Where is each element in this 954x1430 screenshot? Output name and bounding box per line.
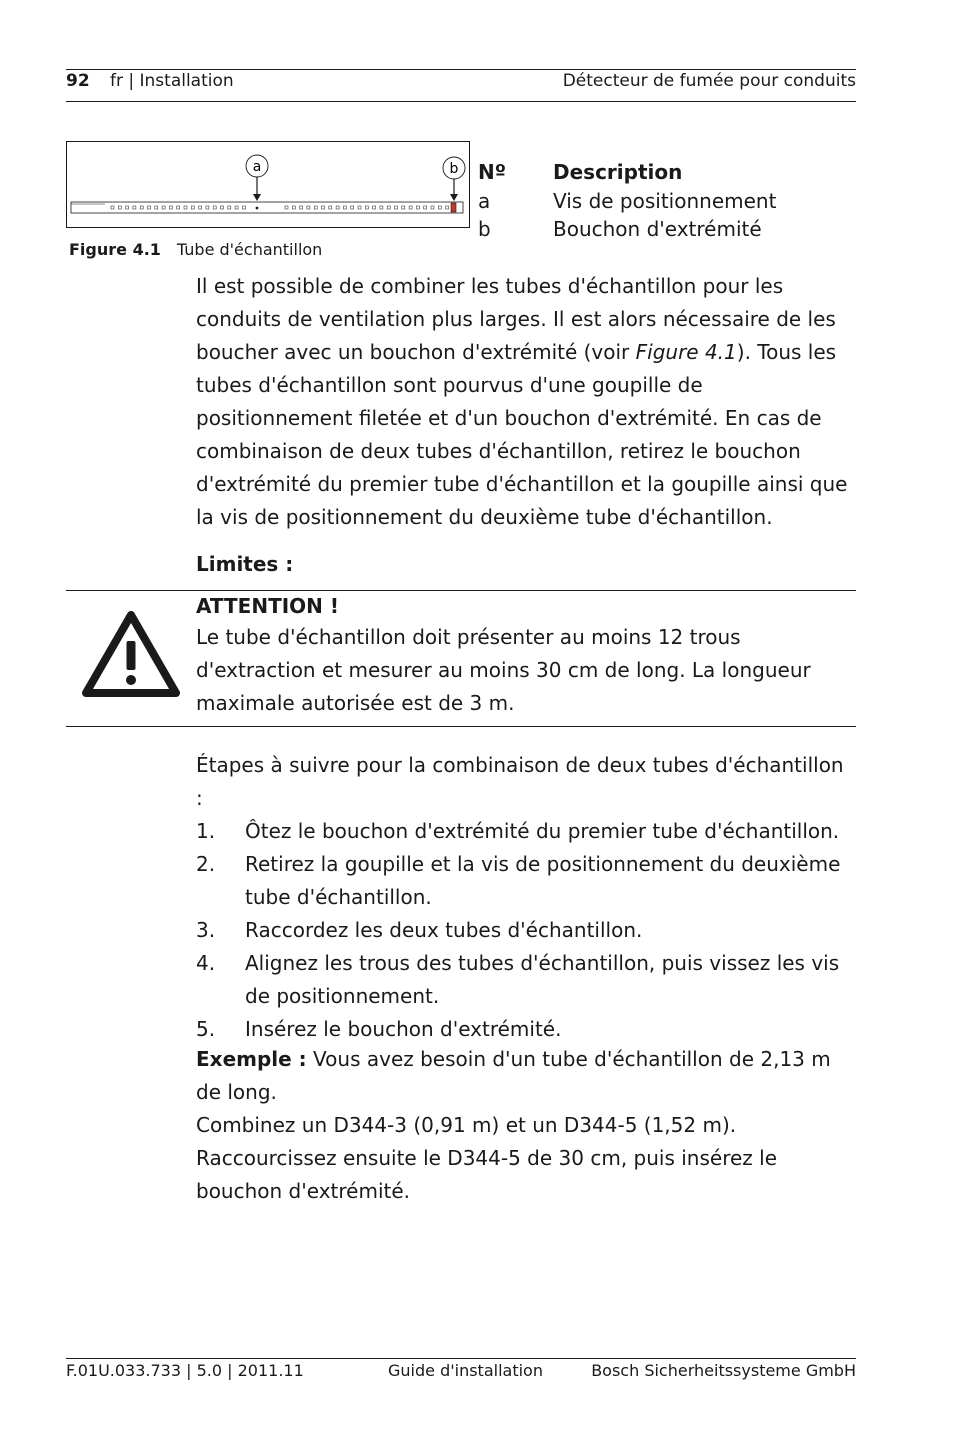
end-cap [451, 203, 456, 212]
limits-heading: Limites : [196, 552, 294, 576]
legend-number-column [478, 158, 506, 244]
extraction-hole [169, 206, 172, 209]
extraction-hole [191, 206, 194, 209]
list-item [196, 848, 856, 914]
header-top-rule [66, 69, 856, 70]
figure-reference-link[interactable]: Figure 4.1 [635, 340, 737, 364]
intro-text-part1: Il est possible de combiner les tubes d'échantillon pour les conduits de ventilation plus larges. Il est alors nécessaire de les boucher avec un bouchon d'extrémité (voir [196, 274, 836, 364]
extraction-hole [140, 206, 143, 209]
legend-description-column [553, 158, 776, 244]
extraction-hole [285, 206, 288, 209]
list-item [196, 947, 856, 1013]
extraction-hole [446, 206, 449, 209]
legend-row-description: Bouchon d'extrémité [553, 217, 762, 241]
step-number: 5. [196, 1017, 216, 1041]
extraction-hole [213, 206, 216, 209]
example-line-3: Raccourcissez ensuite le D344-5 de 30 cm, puis insérez le bouchon d'extrémité. [196, 1146, 778, 1203]
header-section: fr | Installation [110, 71, 234, 91]
extraction-hole [111, 206, 114, 209]
extraction-hole [199, 206, 202, 209]
extraction-hole [329, 206, 332, 209]
extraction-hole [307, 206, 310, 209]
warning-title: ATTENTION ! [196, 594, 339, 618]
extraction-hole [235, 206, 238, 209]
figure-caption [69, 240, 322, 259]
sample-tube-illustration [67, 142, 469, 227]
step-text: Retirez la goupille et la vis de positionnement du deuxième tube d'échantillon. [245, 852, 841, 909]
legend-header-no: Nº [478, 160, 507, 184]
step-number: 4. [196, 951, 216, 975]
footer-document-type: Guide d'installation [388, 1361, 543, 1380]
extraction-hole [438, 206, 441, 209]
figure-caption-label: Figure 4.1 [69, 240, 161, 259]
extraction-hole [206, 206, 209, 209]
extraction-hole [409, 206, 412, 209]
tube-body [71, 202, 463, 213]
extraction-hole [416, 206, 419, 209]
extraction-hole [292, 206, 295, 209]
step-number: 3. [196, 918, 216, 942]
warning-bottom-rule [66, 726, 856, 727]
extraction-hole [365, 206, 368, 209]
extraction-hole [314, 206, 317, 209]
footer-company: Bosch Sicherheitssysteme GmbH [591, 1361, 856, 1380]
footer-document-reference: F.01U.033.733 | 5.0 | 2011.11 [66, 1361, 304, 1380]
figure-caption-text: Tube d'échantillon [176, 240, 323, 259]
extraction-hole [380, 206, 383, 209]
extraction-hole [126, 206, 129, 209]
example-line-2: Combinez un D344-3 (0,91 m) et un D344-5 (1,52 m). [196, 1113, 737, 1137]
extraction-hole [358, 206, 361, 209]
arrow-b [450, 194, 458, 201]
example-label: Exemple : [196, 1047, 307, 1071]
list-item [196, 815, 856, 848]
extraction-hole [221, 206, 224, 209]
header-title: Détecteur de fumée pour conduits [562, 71, 856, 91]
header-bottom-rule [66, 101, 856, 102]
extraction-hole [148, 206, 151, 209]
legend-header-description: Description [553, 160, 683, 184]
steps-list [196, 815, 856, 1046]
extraction-hole [118, 206, 121, 209]
marker-a-label: a [252, 159, 262, 175]
extraction-hole [155, 206, 158, 209]
step-number: 1. [196, 819, 216, 843]
marker-b-label: b [449, 161, 459, 177]
warning-triangle-icon [80, 609, 182, 699]
extraction-hole [402, 206, 405, 209]
step-text: Alignez les trous des tubes d'échantillon, puis vissez les vis de positionnement. [245, 951, 840, 1008]
step-text: Raccordez les deux tubes d'échantillon. [245, 918, 643, 942]
extraction-hole [387, 206, 390, 209]
intro-text-part2: ). Tous les tubes d'échantillon sont pourvus d'une goupille de positionnement filetée et d'un bouchon d'extrémité. En cas de combinaison de deux tubes d'échantillon, retirez le bouchon d'extrémité du premier tube d'échantillon et la goupille ainsi que la vis de positionnement du deuxième tube d'échantillon. [196, 340, 848, 529]
extraction-hole [177, 206, 180, 209]
extraction-hole [424, 206, 427, 209]
intro-paragraph [196, 270, 856, 534]
legend-row-no: a [478, 188, 491, 213]
step-text: Ôtez le bouchon d'extrémité du premier tube d'échantillon. [245, 819, 840, 843]
extraction-hole [322, 206, 325, 209]
extraction-hole [133, 206, 136, 209]
tube-holes [111, 206, 449, 209]
example-paragraph [196, 1043, 856, 1208]
positioning-screw [256, 207, 259, 210]
extraction-hole [351, 206, 354, 209]
extraction-hole [228, 206, 231, 209]
step-text: Insérez le bouchon d'extrémité. [245, 1017, 562, 1041]
extraction-hole [431, 206, 434, 209]
extraction-hole [300, 206, 303, 209]
extraction-hole [395, 206, 398, 209]
extraction-hole [343, 206, 346, 209]
extraction-hole [336, 206, 339, 209]
list-item [196, 914, 856, 947]
extraction-hole [184, 206, 187, 209]
step-number: 2. [196, 852, 216, 876]
steps-intro: Étapes à suivre pour la combinaison de deux tubes d'échantillon : [196, 753, 844, 810]
figure-sample-tube [66, 141, 470, 228]
legend-row-no: b [478, 217, 491, 241]
extraction-hole [162, 206, 165, 209]
legend-row-description: Vis de positionnement [553, 188, 777, 213]
arrow-a [253, 194, 261, 201]
list-item [196, 1013, 856, 1046]
warning-text: Le tube d'échantillon doit présenter au moins 12 trous d'extraction et mesurer au moins 30 cm de long. La longueur maximale autorisée est de 3 m. [196, 625, 811, 715]
warning-top-rule [66, 590, 856, 591]
footer-rule [66, 1358, 856, 1359]
example-text: Vous avez besoin d'un tube d'échantillon de 2,13 m de long. [196, 1047, 831, 1104]
page-number: 92 [66, 71, 90, 91]
extraction-hole [373, 206, 376, 209]
extraction-hole [242, 206, 245, 209]
